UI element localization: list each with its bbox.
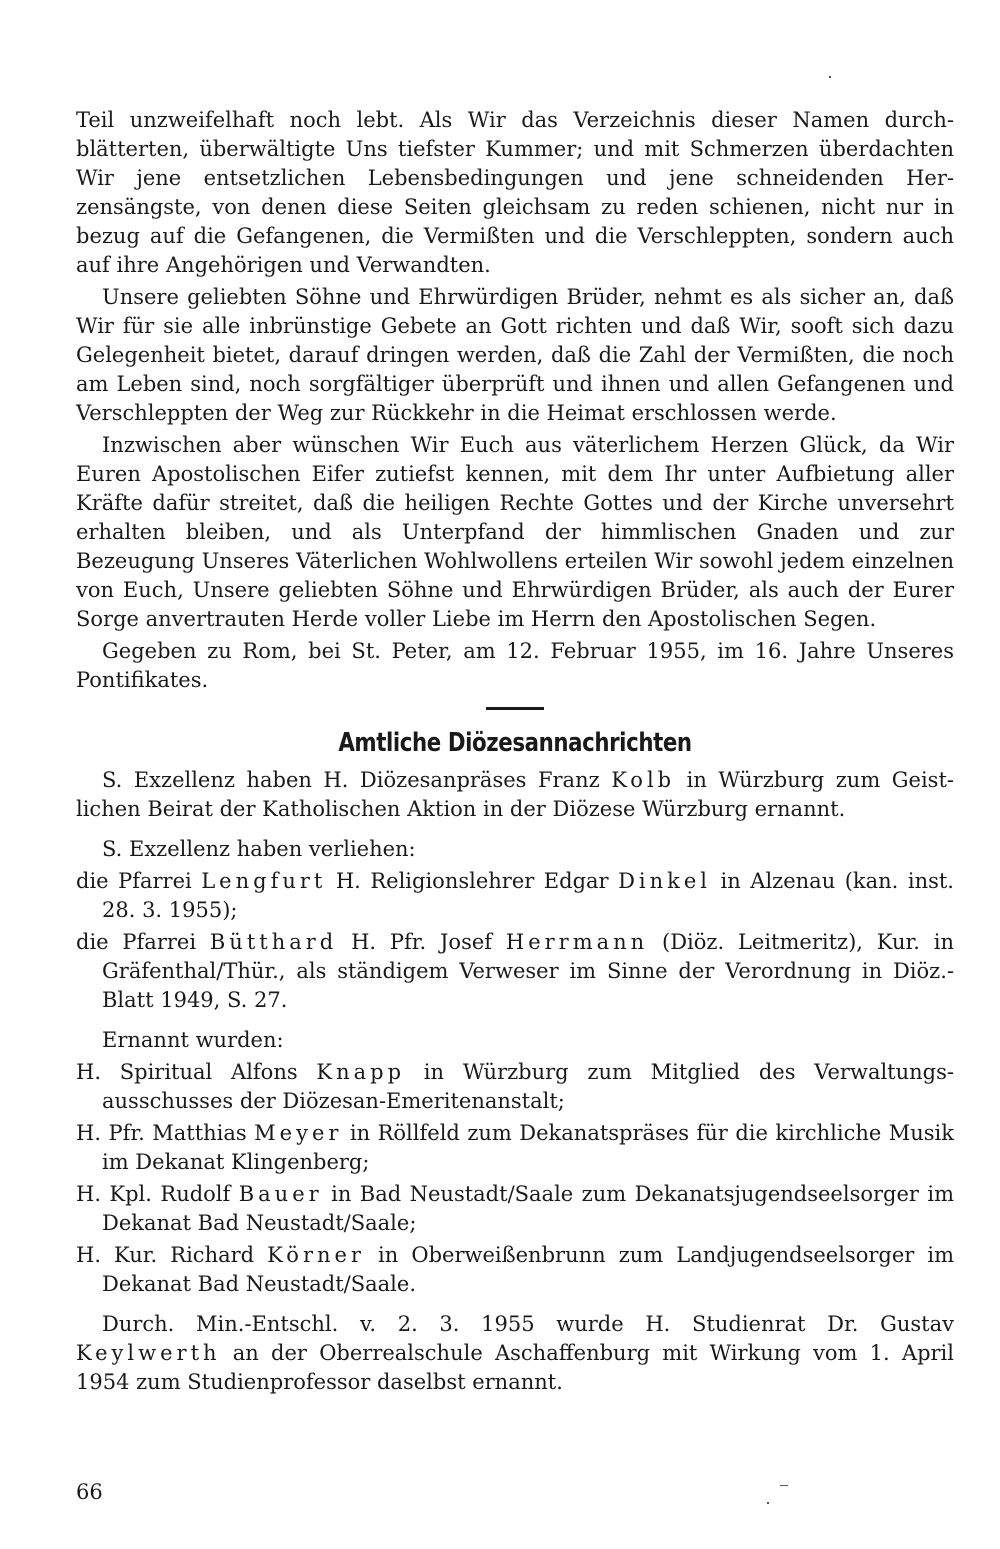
parish-name: Lengfurt (201, 869, 327, 893)
scan-speck (767, 1502, 769, 1504)
verliehen-item: die Pfarrei Lengfurt H. Religionslehrer Edgar Dinkel in Alzenau (kan. inst. 28. 3. 1955); (76, 869, 954, 922)
ernannt-item: H. Pfr. Matthias Meyer in Röllfeld zum Dekanatspräses für die kirchliche Musik im Dekanat Klingenberg; (76, 1121, 955, 1174)
ernannt-label: Ernannt wurden: (102, 1028, 284, 1052)
keylwerth-notice: Durch. Min.-Entschl. v. 2. 3. 1955 wurde H. Studienrat Dr. Gustav Keylwerth an der Oberrealschule Aschaffenburg mit Wirkung vom 1. April 1954 zum Studienprofessor daselbst ernannt. (76, 1312, 954, 1394)
person-name: Dinkel (618, 869, 712, 893)
intro-paragraph-2: Unsere geliebten Söhne und Ehrwürdigen Brüder, nehmt es als sicher an, daß Wir für sie alle inbrünstige Gebete an Gott richten und daß Wir, sooft sich dazu Gelegenheit bietet, darauf dringen werden, daß die Zahl der Vermißten, die noch am Leben sind, noch sorgfältiger überprüft und ihnen und allen Gefangenen und Verschleppten der Weg zur Rückkehr in die Heimat erschlossen werde. (76, 285, 954, 425)
verliehen-item: die Pfarrei Bütthard H. Pfr. Josef Herrmann (Diöz. Leitmeritz), Kur. in Gräfenthal/Thür., als ständigem Verweser im Sinne der Verordnung in Diöz.-Blatt 1949, S. 27. (76, 930, 954, 1012)
ernannt-item: H. Kur. Richard Körner in Oberweißenbrunn zum Landjugendseelsorger im Dekanat Bad Neustadt/Saale. (76, 1243, 954, 1296)
ernannt-item: H. Spiritual Alfons Knapp in Würzburg zum Mitglied des Verwaltungsausschusses der Diözesan-Emeritenanstalt; (76, 1060, 954, 1113)
person-name: Meyer (254, 1121, 343, 1145)
section-divider (486, 707, 544, 710)
ernannt-item: H. Kpl. Rudolf Bauer in Bad Neustadt/Saale zum Dekanatsjugendseelsorger im Dekanat Bad Neustadt/Saale; (76, 1182, 955, 1235)
kolb-notice: S. Exzellenz haben H. Diözesanpräses Franz Kolb in Würzburg zum Geistlichen Beirat der Katholischen Aktion in der Diözese Würzburg ernannt. (76, 768, 954, 821)
person-name: Knapp (316, 1060, 406, 1084)
page-number: 66 (76, 1480, 103, 1504)
person-name: Körner (267, 1243, 365, 1267)
person-name: Keylwerth (76, 1341, 221, 1365)
person-name: Bauer (238, 1182, 323, 1206)
parish-name: Bütthard (209, 930, 338, 954)
person-name: Kolb (611, 768, 676, 792)
intro-paragraph-3: Inzwischen aber wünschen Wir Euch aus väterlichem Herzen Glück, da Wir Euren Apostolischen Eifer zutiefst kennen, mit dem Ihr unter Aufbietung aller Kräfte dafür streitet, daß die heiligen Rechte Gottes und der Kirche unversehrt erhalten bleiben, und als Unterpfand der himmlischen Gnaden und zur Bezeugung Unseres Väterlichen Wohlwollens erteilen Wir sowohl jedem einzelnen von Euch, Unsere geliebten Söhne und Ehrwürdigen Brüder, als auch der Eurer Sorge anvertrauten Herde voller Liebe im Herrn den Apostolischen Segen. (76, 433, 954, 631)
intro-paragraph-1: Teil unzweifelhaft noch lebt. Als Wir das Verzeichnis dieser Namen durchblätterten, überwältigte Uns tiefster Kummer; und mit Schmerzen überdachten Wir jene entsetzlichen Lebensbedingungen und jene schneidenden Herzensängste, von denen diese Seiten gleichsam zu reden schienen, nicht nur in bezug auf die Gefangenen, die Vermißten und die Verschleppten, sondern auch auf ihre Angehörigen und Verwandten. (76, 108, 954, 277)
scan-speck (780, 1485, 788, 1486)
section-heading: Amtliche Diözesannachrichten (338, 728, 692, 758)
scan-speck (829, 76, 831, 78)
page-content (76, 106, 954, 1397)
verliehen-label: S. Exzellenz haben verliehen: (102, 837, 416, 861)
person-name: Herrmann (505, 930, 649, 954)
dating-paragraph: Gegeben zu Rom, bei St. Peter, am 12. Februar 1955, im 16. Jahre Unseres Pontifikates. (76, 639, 954, 692)
